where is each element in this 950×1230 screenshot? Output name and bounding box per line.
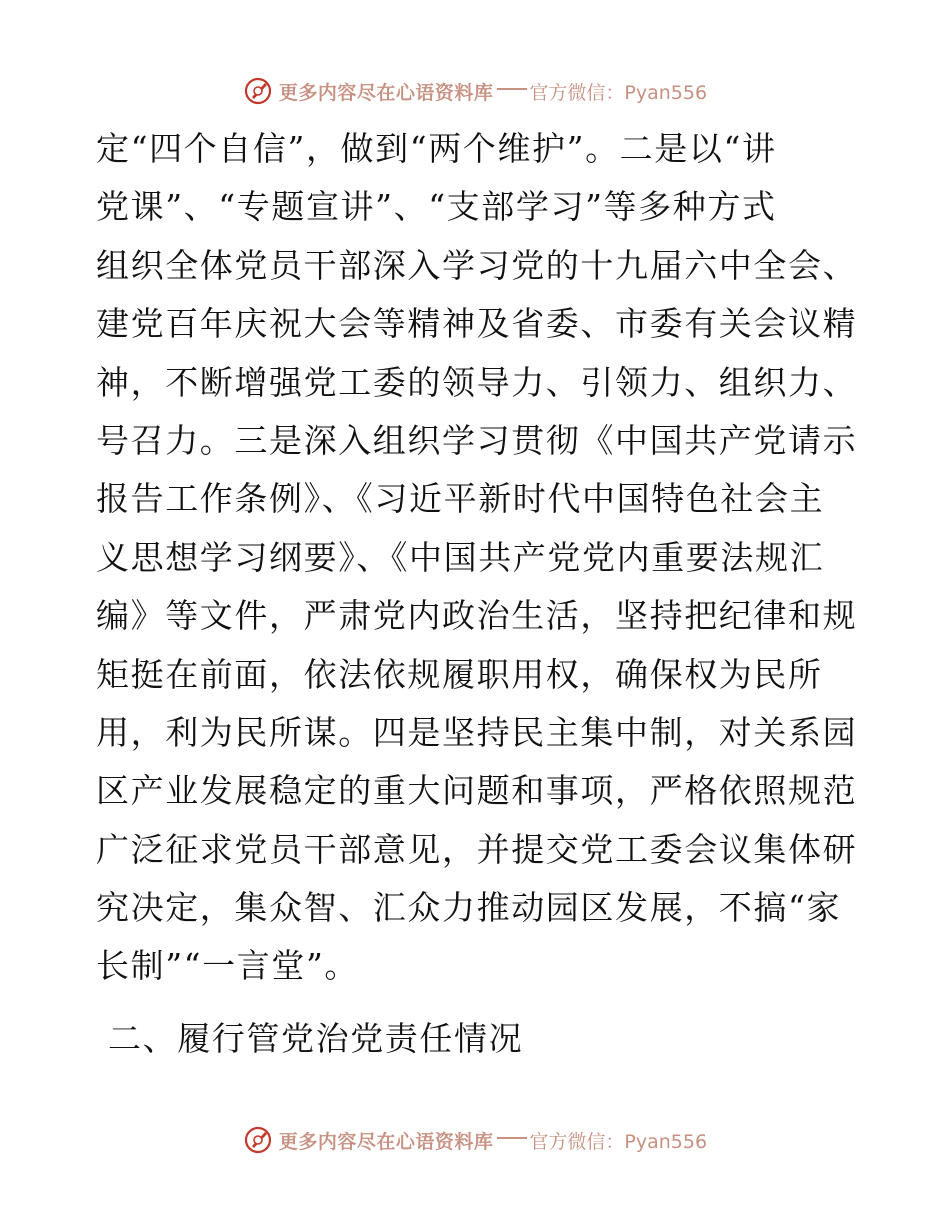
watermark-main-text: 更多内容尽在心语资料库 <box>278 1130 494 1153</box>
watermark-sub-text: 官方微信：Pyan556 <box>529 1130 708 1153</box>
watermark-main-text: 更多内容尽在心语资料库 <box>278 81 494 104</box>
text-line: 长制”“一言堂”。 <box>96 946 360 986</box>
text-line: 号召力。三是深入组织学习贯彻《中国共产党请示 <box>96 420 858 460</box>
text-line: 组织全体党员干部深入学习党的十九届六中全会、 <box>96 245 858 285</box>
text-line: 党课”、“专题宣讲”、“支部学习”等多种方式 <box>96 187 777 227</box>
quill-seal-icon <box>243 76 273 106</box>
header-watermark <box>0 74 950 108</box>
text-line: 报告工作条例》、《习近平新时代中国特色社会主 <box>96 479 825 519</box>
watermark-dash <box>497 88 527 90</box>
section-heading: 二、履行管党治党责任情况 <box>108 1019 524 1058</box>
text-line: 究决定，集众智、汇众力推动园区发展，不搞“家 <box>96 888 842 928</box>
text-line: 神，不断增强党工委的领导力、引领力、组织力、 <box>96 362 858 402</box>
body-text <box>96 120 856 996</box>
text-line: 定“四个自信”，做到“两个维护”。二是以“讲 <box>96 129 777 168</box>
text-line: 编》等文件，严肃党内政治生活，坚持把纪律和规 <box>96 596 858 636</box>
text-line: 区产业发展稳定的重大问题和事项，严格依照规范 <box>96 771 858 811</box>
text-line: 广泛征求党员干部意见，并提交党工委会议集体研 <box>96 829 858 869</box>
watermark-dash <box>497 1137 527 1139</box>
watermark-sub-text: 官方微信：Pyan556 <box>529 81 708 104</box>
text-line: 用，利为民所谋。四是坚持民主集中制，对关系园 <box>96 712 858 752</box>
text-line: 建党百年庆祝大会等精神及省委、市委有关会议精 <box>96 304 858 344</box>
text-line: 矩挺在前面，依法依规履职用权，确保权为民所 <box>96 654 823 694</box>
quill-seal-icon <box>243 1125 273 1155</box>
text-line: 义思想学习纲要》、《中国共产党党内重要法规汇 <box>96 537 825 577</box>
footer-watermark <box>0 1123 950 1157</box>
